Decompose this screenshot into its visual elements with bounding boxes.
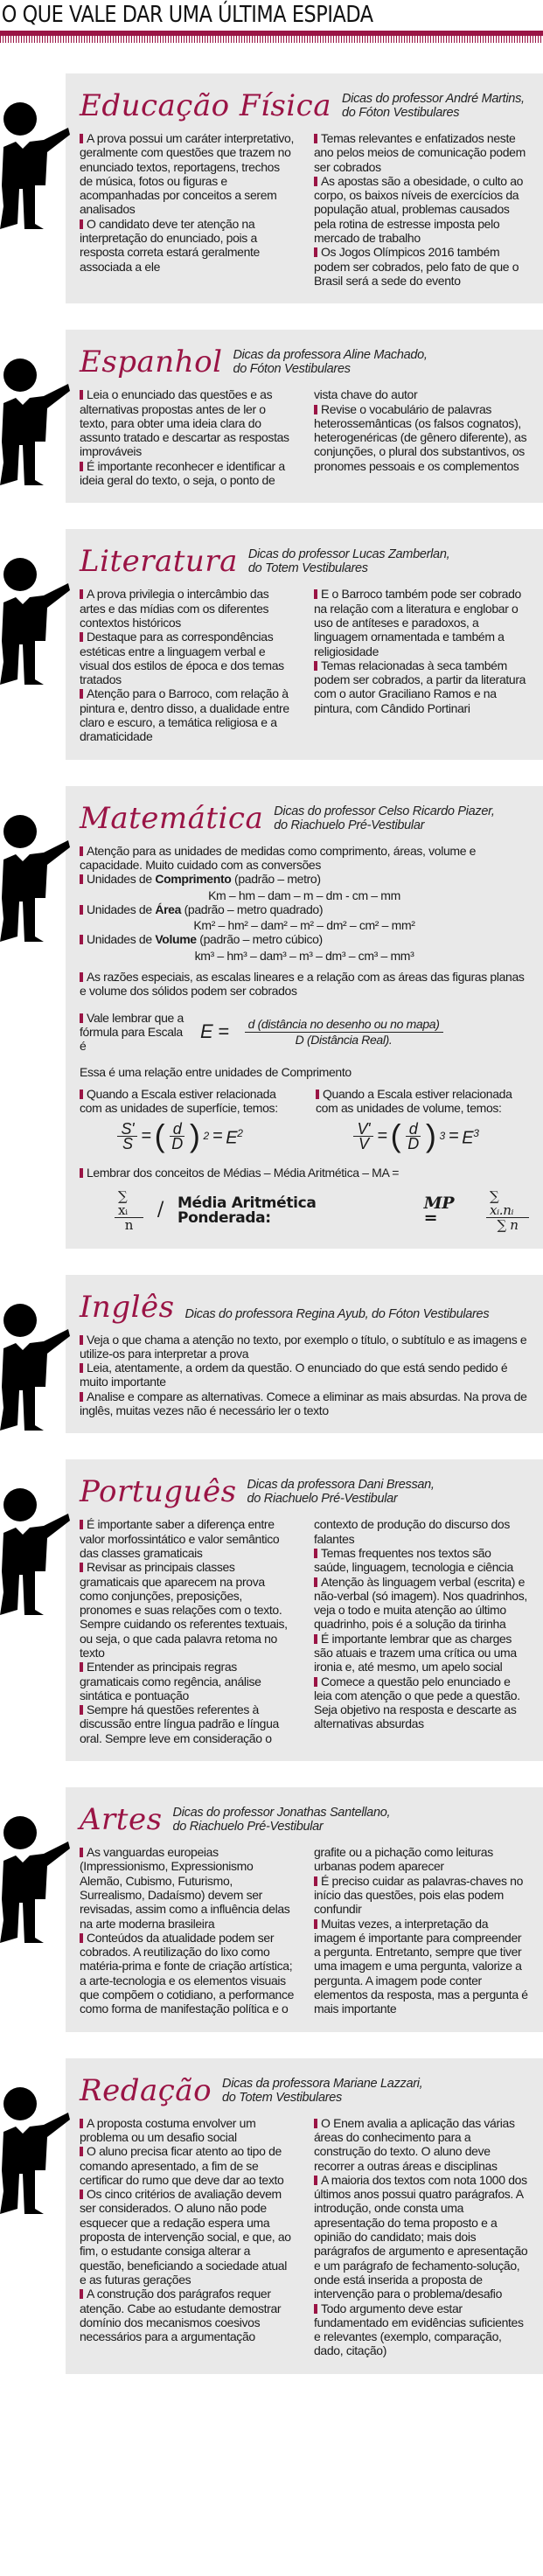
bullet-bar-icon bbox=[80, 1013, 83, 1023]
tip-item: As razões especiais, as escalas lineares e a relação com as áreas das figuras planas e volume dos sólidos podem ser cobrados bbox=[80, 969, 525, 999]
bullet-bar-icon bbox=[314, 247, 317, 257]
tip-item: A construção dos parágrafos requer atenção. Cabe ao estudante demostrar domínio dos mecanismos coesivos necessários para a argumentação bbox=[80, 2287, 282, 2344]
scale-relation: Essa é uma relação entre unidades de Comprimento bbox=[80, 1065, 352, 1080]
section-literatura bbox=[0, 529, 543, 759]
bullet-bar-icon bbox=[314, 661, 317, 671]
tip-item: Entender as principais regras gramaticais como regência, análise sintática e pontuação bbox=[80, 1660, 261, 1702]
surface-equation: $\frac{S'}{S}$ = ( $\frac{d}{D}$ ) 2 = $E^2$ bbox=[80, 1120, 281, 1152]
page-header bbox=[0, 0, 543, 44]
subject-title: Artes bbox=[80, 1802, 163, 1838]
tips-card bbox=[66, 330, 543, 503]
bullet-bar-icon bbox=[80, 1363, 83, 1373]
scale-cases bbox=[80, 1087, 529, 1152]
scale-formula: Vale lembrar que a fórmula para Escala é E = $\frac{\text{d (distância no desenho ou no mapa)}}{\text{D (Distância Real).}}$ bbox=[80, 1011, 529, 1054]
tip-item: Atenção para as unidades de medidas como comprimento, áreas, volume e capacidade. Muito cuidado com as conversões bbox=[80, 843, 477, 872]
tip-item: Leia o enunciado das questões e as alternativas propostas antes de ler o texto, para obter uma ideia clara do assunto tratado e descartar as respostas improváveis bbox=[80, 387, 289, 459]
section-matematica bbox=[0, 786, 543, 1249]
pointing-person-icon bbox=[0, 358, 70, 489]
tips-list bbox=[80, 131, 529, 288]
tip-item: A prova privilegia o intercâmbio das artes e das mídias com os diferentes contextos históricos bbox=[80, 587, 269, 630]
tip-item: A prova possui um caráter interpretativo, geralmente com questões que trazem no enunciado textos, reportagens, trechos de música, fotos ou figuras e acompanhadas por conceitos a serem analisados bbox=[80, 131, 294, 217]
tip-item: As vanguardas europeias (Impressionismo, Expressionismo Alemão, Cubismo, Futurismo, Surrealismo, Dadaísmo) devem ser revisadas, assim como a influência delas na arte moderna brasileira bbox=[80, 1845, 290, 1931]
tip-item: Unidades de Comprimento (padrão – metro) bbox=[80, 872, 529, 886]
bullet-bar-icon bbox=[80, 134, 83, 143]
area-units: Km² – hm² – dam² – m² – dm² – cm² – mm² bbox=[193, 918, 415, 933]
bullet-bar-icon bbox=[314, 2119, 317, 2128]
bullet-bar-icon bbox=[314, 1919, 317, 1929]
tip-item: Atenção para o Barroco, com relação à pintura e, dentro disso, a dualidade entre claro e escuro, a temática religiosa e a dramaticidade bbox=[80, 686, 289, 744]
bullet-bar-icon bbox=[314, 589, 317, 599]
bullet-bar-icon bbox=[80, 972, 83, 982]
bullet-bar-icon bbox=[80, 1848, 83, 1857]
bullet-bar-icon bbox=[80, 1520, 83, 1529]
tip-item: Lembrar dos conceitos de Médias – Média Aritmética – MA = bbox=[80, 1166, 529, 1180]
tip-item: A proposta costuma envolver um problema ou um desafio social bbox=[80, 2115, 256, 2144]
bullet-bar-icon bbox=[80, 2147, 83, 2156]
tip-item: Os Jogos Olímpicos 2016 também podem ser cobrados, pelo fato de que o Brasil será a sede do evento bbox=[314, 245, 519, 288]
teacher-credit: Dicas da professora Dani Bressan, do Riachuelo Pré-Vestibular bbox=[247, 1478, 435, 1507]
tips-card bbox=[66, 1459, 543, 1761]
bullet-bar-icon bbox=[80, 1392, 83, 1402]
tip-item: Temas relacionadas à seca também podem ser cobrados, a partir da literatura com o autor Graciliano Ramos e na pintura, com Cândido Portinari bbox=[314, 658, 526, 715]
tip-item: Leia, atentamente, a ordem da questão. O enunciado do que está sendo pedido é muito importante bbox=[80, 1361, 508, 1389]
tip-item: As apostas são a obesidade, o culto ao corpo, os baixos níveis de exercícios da população atual, problemas causados pela rotina de estresse imposta pelo mercado de trabalho bbox=[314, 173, 524, 246]
tip-item: Os cinco critérios de avaliação devem ser considerados. O aluno não pode esquecer que a redação espera uma proposta de intervenção social, e que, ao fim, o estudante consiga alterar a questão, beneficiando a sociedade atual e as futuras gerações bbox=[80, 2187, 291, 2287]
tip-item: Atenção às linguagem verbal (escrita) e não-verbal (só imagem). Nos quadrinhos, veja o todo e muita atenção ao último quadrinho, pois é a solução da tirinha bbox=[314, 1574, 527, 1632]
bullet-bar-icon bbox=[80, 589, 83, 599]
bullet-bar-icon bbox=[80, 905, 83, 915]
tips-list bbox=[80, 2116, 529, 2358]
subject-title: Português bbox=[80, 1474, 237, 1510]
tip-item: A maioria dos textos com nota 1000 dos últimos anos possui quatro parágrafos. A introdução, onde consta uma apresentação do tema proposto e a opinião do candidato; mais dois parágrafos de argumento e apresentação e um parágrafo de fechamento-solução, onde está inserida a proposta de intervenção para o problema/desafio bbox=[314, 2172, 528, 2301]
tip-item: Destaque para as correspondências estéticas entre a linguagem verbal e visual dos estilos de época e dos temas tratados bbox=[80, 630, 284, 687]
tips-list bbox=[80, 587, 529, 743]
bullet-bar-icon bbox=[80, 2289, 83, 2299]
bullet-bar-icon bbox=[80, 1168, 83, 1178]
tip-item: Veja o que chama a atenção no texto, por exemplo o título, o subtítulo e as imagens e utilize-os para interpretar a prova bbox=[80, 1332, 527, 1361]
tips-list bbox=[80, 1333, 529, 1418]
bullet-bar-icon bbox=[80, 846, 83, 856]
bullet-bar-icon bbox=[80, 462, 83, 471]
bullet-bar-icon bbox=[80, 1933, 83, 1943]
tip-item: Sempre há questões referentes à discussão entre língua padrão e língua oral. Sempre leve em consideração o contexto de produção do discurso dos falantes bbox=[80, 1517, 510, 1745]
volume-units: km³ – hm³ – dam³ – m³ – dm³ – cm³ – mm³ bbox=[194, 948, 414, 963]
tip-item: O Enem avalia a aplicação das várias áreas do conhecimento para a construção do texto. O aluno deve recorrer a outras áreas e disciplinas bbox=[314, 2115, 515, 2173]
tips-card bbox=[66, 786, 543, 1249]
tips-card bbox=[66, 1787, 543, 2032]
bullet-bar-icon bbox=[314, 1634, 317, 1644]
bullet-bar-icon bbox=[80, 219, 83, 229]
bullet-bar-icon bbox=[80, 1090, 83, 1099]
page-title: O QUE VALE DAR UMA ÚLTIMA ESPIADA bbox=[1, 2, 373, 28]
teacher-credit: Dicas do professor Celso Ricardo Piazer, do Riachuelo Pré-Vestibular bbox=[274, 804, 495, 832]
pointing-person-icon bbox=[0, 1303, 70, 1434]
bullet-bar-icon bbox=[80, 2190, 83, 2199]
surface-case: Quando a Escala estiver relacionada com as unidades de superfície, temos: $\frac{S'}{S}$ = ( $\frac{d}{D}$ ) 2 = $E^2$ bbox=[80, 1087, 281, 1152]
pointing-person-icon bbox=[0, 2086, 70, 2217]
tip-item: Muitas vezes, a interpretação da imagem é importante para compreender a pergunta. Entretanto, sempre que tiver uma imagem e uma pergunta, valorize a pergunta. A imagem pode conter elementos da resposta, mas a pergunta é mais importante bbox=[314, 1916, 528, 2016]
bullet-bar-icon bbox=[314, 2304, 317, 2314]
bullet-bar-icon bbox=[314, 2176, 317, 2185]
tip-item: Conteúdos da atualidade podem ser cobrados. A reutilização do lixo como matéria-prima e fonte de criação artística; a arte-tecnologia e os elementos visuais que compõem o cotidiano, a performance como forma de manifestação política e o grafite ou a pichação como leituras urbanas podem aparecer bbox=[80, 1845, 493, 2016]
tip-item: Temas relevantes e enfatizados neste ano pelos meios de comunicação podem ser cobrados bbox=[314, 131, 526, 174]
section-ingles bbox=[0, 1275, 543, 1434]
teacher-credit: Dicas do professora Regina Ayub, do Fóton Vestibulares bbox=[184, 1306, 490, 1321]
bullet-bar-icon bbox=[80, 689, 83, 699]
pointing-person-icon bbox=[0, 1487, 70, 1619]
tips-card bbox=[66, 1275, 543, 1434]
bullet-bar-icon bbox=[80, 1563, 83, 1572]
tip-item: Temas frequentes nos textos são saúde, linguagem, tecnologia e ciência bbox=[314, 1545, 513, 1575]
bullet-bar-icon bbox=[314, 1549, 317, 1558]
tip-item: O candidato deve ter atenção na interpretação do enunciado, pois a resposta correta estará geralmente associada a ele bbox=[80, 216, 260, 274]
bullet-bar-icon bbox=[80, 2119, 83, 2128]
tips-list bbox=[80, 1517, 529, 1745]
volume-equation: $\frac{V'}{V}$ = ( $\frac{d}{D}$ ) 3 = $E^3$ bbox=[316, 1120, 517, 1152]
bullet-bar-icon bbox=[80, 874, 83, 884]
title-stripes bbox=[0, 36, 543, 43]
teacher-credit: Dicas do professor Jonathas Santellano, do Riachuelo Pré-Vestibular bbox=[172, 1806, 391, 1835]
tip-item: Analise e compare as alternativas. Comece a eliminar as mais absurdas. Na prova de inglês, muitas vezes não é necessário ler o texto bbox=[80, 1389, 527, 1418]
subject-title: Matemática bbox=[80, 800, 264, 836]
tip-item: É preciso cuidar as palavras-chaves no início das questões, pois elas podem confundir bbox=[314, 1873, 524, 1917]
tip-item: É importante reconhecer e identificar a ideia geral do texto, o seja, o ponto de vista chave do autor bbox=[80, 387, 418, 488]
tip-item: É importante saber a diferença entre valor morfossintático e valor semântico das classes gramaticais bbox=[80, 1517, 280, 1560]
subject-title: Inglês bbox=[80, 1289, 175, 1325]
subject-title: Redação bbox=[80, 2072, 212, 2108]
bullet-bar-icon bbox=[314, 1677, 317, 1687]
tip-item: Unidades de Volume (padrão – metro cúbico) bbox=[80, 932, 529, 946]
tip-item: O aluno precisa ficar atento ao tipo de comando apresentado, a fim de se certificar do rumo que deve dar ao texto bbox=[80, 2144, 284, 2187]
bullet-bar-icon bbox=[80, 935, 83, 944]
tips-list bbox=[80, 387, 529, 487]
pointing-person-icon bbox=[0, 1815, 70, 1946]
pointing-person-icon bbox=[0, 814, 70, 945]
length-units: Km – hm – dam – m – dm - cm – mm bbox=[208, 888, 400, 902]
math-tips bbox=[80, 844, 529, 1233]
bullet-bar-icon bbox=[80, 390, 83, 400]
teacher-credit: Dicas da professora Mariane Lazzari, do Totem Vestibulares bbox=[222, 2076, 423, 2105]
subject-title: Literatura bbox=[80, 544, 238, 580]
bullet-bar-icon bbox=[314, 405, 317, 414]
teacher-credit: Dicas do professor Lucas Zamberlan, do Totem Vestibulares bbox=[247, 547, 450, 576]
bullet-bar-icon bbox=[316, 1090, 319, 1099]
bullet-bar-icon bbox=[314, 134, 317, 143]
bullet-bar-icon bbox=[80, 1705, 83, 1715]
bullet-bar-icon bbox=[80, 1662, 83, 1672]
bullet-bar-icon bbox=[80, 632, 83, 642]
pointing-person-icon bbox=[0, 557, 70, 688]
tip-item: Comece a questão pelo enunciado e leia com atenção o que pede a questão. Seja objetivo na resposta e descarte as alternativas absurdas bbox=[314, 1674, 520, 1731]
volume-case: Quando a Escala estiver relacionada com as unidades de volume, temos: $\frac{V'}{V}$ = ( $\frac{d}{D}$ ) 3 = $E^3$ bbox=[316, 1087, 517, 1152]
section-redacao bbox=[0, 2058, 543, 2374]
bullet-bar-icon bbox=[80, 1335, 83, 1345]
tips-list bbox=[80, 1845, 529, 2016]
teacher-credit: Dicas da professora Aline Machado, do Fóton Vestibulares bbox=[233, 348, 428, 377]
tip-item: Todo argumento deve estar fundamentado em evidências suficientes e relevantes (exemplo, comparação, dado, citação) bbox=[314, 2301, 524, 2358]
bullet-bar-icon bbox=[314, 1577, 317, 1587]
pointing-person-icon bbox=[0, 101, 70, 233]
tips-card bbox=[66, 73, 543, 303]
section-espanhol bbox=[0, 330, 543, 503]
section-portugues bbox=[0, 1459, 543, 1761]
tip-item: Revisar as principais classes gramaticais que aparecem na prova como conjunções, preposições, pronomes e suas relações com o texto. Sempre cuidando os referentes textuais, ou seja, o que cada palavra retoma no texto bbox=[80, 1560, 288, 1660]
tips-card bbox=[66, 529, 543, 759]
teacher-credit: Dicas do professor André Martins, do Fóton Vestibulares bbox=[341, 92, 525, 120]
tip-item: Unidades de Área (padrão – metro quadrado) bbox=[80, 902, 529, 916]
section-educacao-fisica bbox=[0, 73, 543, 303]
tip-item: É importante lembrar que as charges são atuais e trazem uma crítica ou uma ironia e, até mesmo, um apelo social bbox=[314, 1631, 517, 1674]
section-artes bbox=[0, 1787, 543, 2032]
subject-title: Espanhol bbox=[80, 345, 223, 380]
tip-item: Revise o vocabulário de palavras heterossemânticas (os falsos cognatos), heterogenéricas (de gênero diferente), as conjunções, o plural dos substantivos, os pronomes pessoais e os complementos bbox=[314, 401, 527, 473]
mean-formulas: $\frac{\text{∑ xᵢ}}{n}$ / Média Aritmética Ponderada: MP = $\frac{\text{∑ xᵢ.nᵢ}}{\sum n}$ bbox=[115, 1189, 529, 1233]
tip-item: E o Barroco também pode ser cobrado na relação com a literatura e englobar o uso de antíteses e paradoxos, a linguagem ornamentada e também a religiosidade bbox=[314, 587, 521, 658]
tips-card bbox=[66, 2058, 543, 2374]
subject-title: Educação Física bbox=[80, 88, 331, 123]
bullet-bar-icon bbox=[314, 177, 317, 186]
bullet-bar-icon bbox=[314, 1876, 317, 1886]
